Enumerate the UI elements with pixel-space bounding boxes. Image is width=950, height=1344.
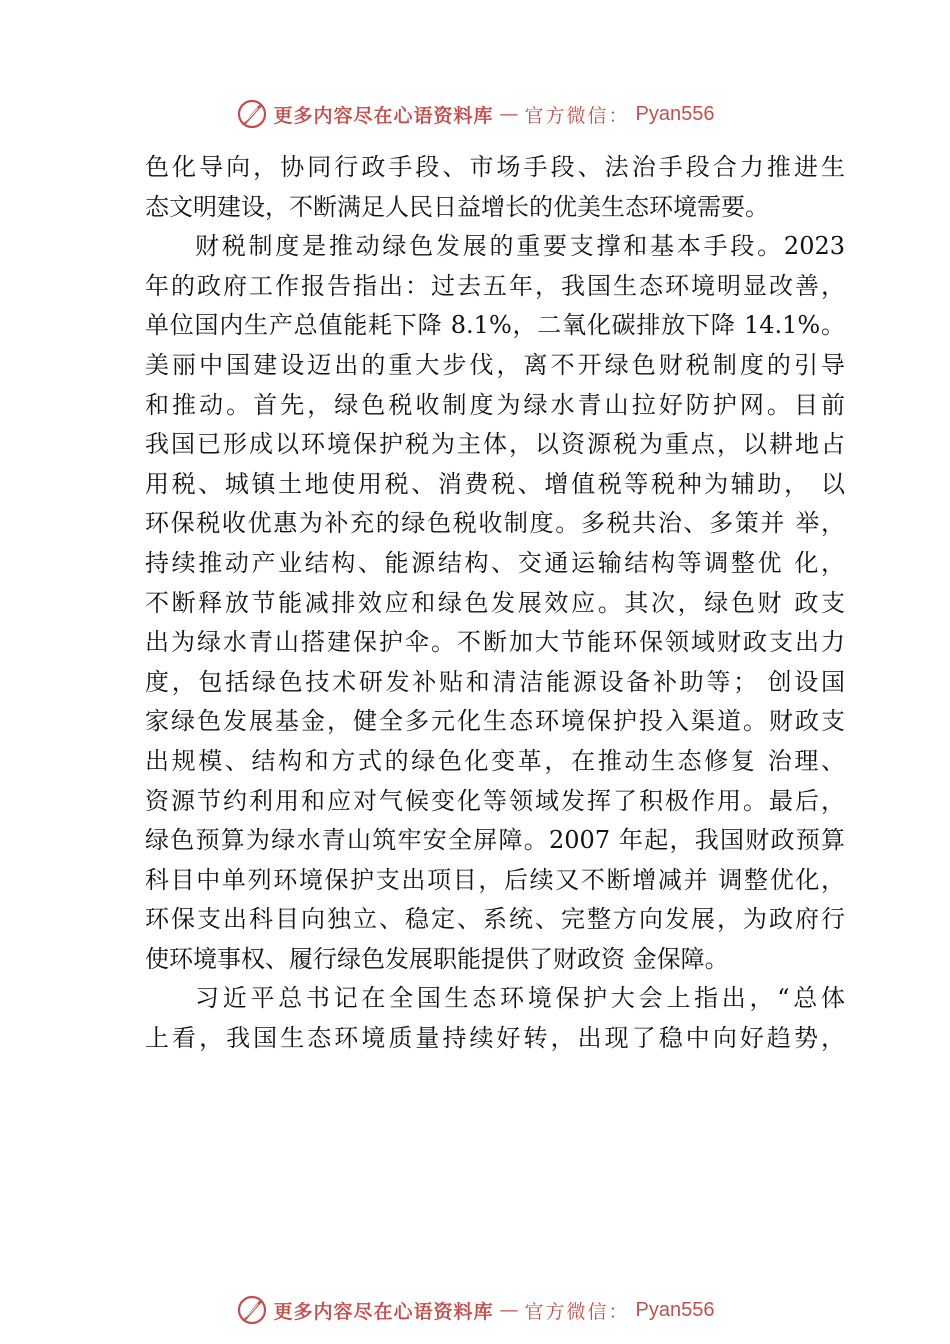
document-body [145, 148, 845, 1059]
footer-watermark [0, 1290, 950, 1330]
text-line: 色化导向，协同行政手段、市场手段、法治手段合力推进生 [145, 153, 845, 181]
text-line: 资源节约利用和应对气候变化等领域发挥了积极作用。最后， [145, 786, 845, 815]
text-line: 出规模、结构和方式的绿色化变革，在推动生态修复 治理、 [145, 746, 845, 775]
text-line: 美丽中国建设迈出的重大步伐，离不开绿色财税制度的引导 [145, 350, 845, 379]
text-line: 不断释放节能减排效应和绿色发展效应。其次，绿色财 政支 [145, 588, 845, 617]
watermark-dash: — [499, 103, 519, 125]
text-line: 绿色预算为绿水青山筑牢安全屏障。2007 年起，我国财政预算 [145, 826, 845, 855]
text-line: 和推动。首先，绿色税收制度为绿水青山拉好防护网。目前 [145, 390, 845, 419]
quill-logo-icon [236, 98, 268, 130]
text-line: 家绿色发展基金，健全多元化生态环境保护投入渠道。财政支 [145, 707, 845, 736]
watermark-brand: 更多内容尽在心语资料库 [273, 1300, 494, 1323]
text-line: 科目中单列环境保护支出项目，后续又不断增减并 调整优化， [145, 865, 845, 894]
header-watermark [0, 94, 950, 134]
text-line: 出为绿水青山搭建保护伞。不断加大节能环保领域财政支出力 [145, 628, 845, 657]
text-line: 习近平总书记在全国生态环境保护大会上指出，“总体 [195, 984, 845, 1013]
watermark-dash: — [499, 1299, 519, 1321]
text-line: 用税、城镇土地使用税、消费税、增值税等税种为辅助， 以 [145, 469, 845, 498]
text-line: 年的政府工作报告指出：过去五年，我国生态环境明显改善， [145, 271, 845, 300]
text-line: 单位国内生产总值能耗下降 8.1%，二氧化碳排放下降 14.1%。 [145, 311, 845, 340]
text-line: 环保支出科目向独立、稳定、系统、完整方向发展，为政府行 [145, 905, 845, 934]
text-line: 态文明建设，不断满足人民日益增长的优美生态环境需要。 [145, 192, 769, 221]
watermark-label: 官方微信： [524, 1300, 630, 1323]
watermark-wechat-id: Pyan556 [635, 1298, 715, 1321]
watermark-brand: 更多内容尽在心语资料库 [273, 104, 494, 127]
quill-logo-icon [236, 1294, 268, 1326]
text-line: 环保税收优惠为补充的绿色税收制度。多税共治、多策并 举， [145, 509, 845, 538]
watermark-label: 官方微信： [524, 104, 630, 127]
text-line: 上看，我国生态环境质量持续好转，出现了稳中向好趋势， [145, 1024, 845, 1053]
text-line: 使环境事权、履行绿色发展职能提供了财政资 金保障。 [145, 944, 729, 973]
text-line: 度，包括绿色技术研发补贴和清洁能源设备补助等； 创设国 [145, 667, 845, 696]
text-line: 持续推动产业结构、能源结构、交通运输结构等调整优 化， [145, 548, 845, 577]
watermark-wechat-id: Pyan556 [635, 102, 715, 125]
text-line: 财税制度是推动绿色发展的重要支撑和基本手段。2023 [195, 232, 845, 261]
text-line: 我国已形成以环境保护税为主体，以资源税为重点，以耕地占 [145, 430, 845, 459]
